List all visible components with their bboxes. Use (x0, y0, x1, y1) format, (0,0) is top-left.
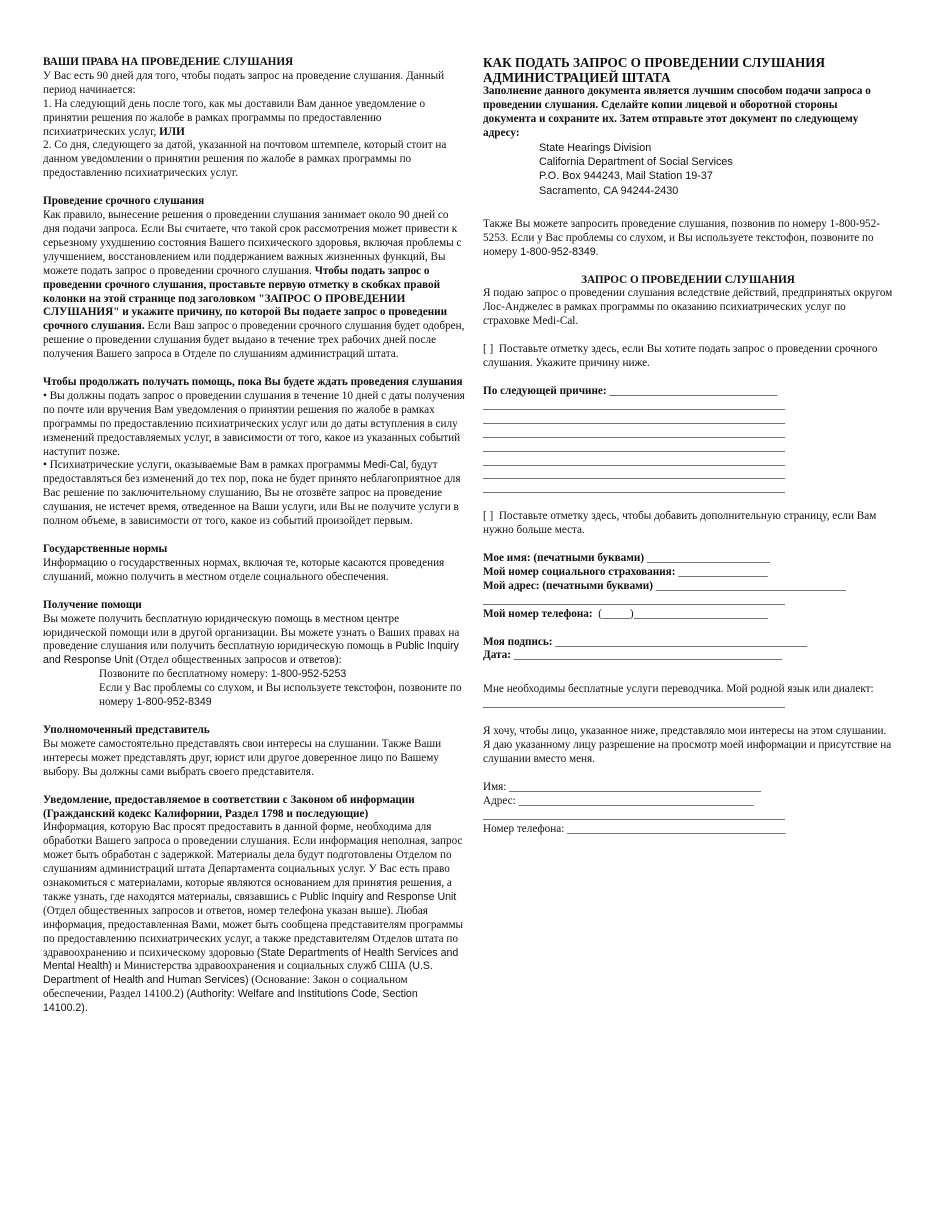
language-field[interactable]: ______________________________________________________ (483, 697, 786, 710)
reason-line[interactable]: ______________________________________________________ (483, 398, 786, 411)
state-regulations-title: Государственные нормы (43, 543, 168, 555)
rep-phone-field[interactable]: _______________________________________ (567, 822, 786, 835)
expedited-title: Проведение срочного слушания (43, 195, 205, 208)
rep-phone-row: Номер телефона: _______________________________________ (483, 822, 786, 835)
interpreter-text: Мне необходимы бесплатные услуги переводчика. Мой родной язык или диалект: ______________________________________________________ (483, 683, 874, 710)
rep-name-row: Имя: _____________________________________________ (483, 780, 761, 793)
reason-row: По следующей причине: ______________________________ (483, 384, 778, 397)
date-field[interactable]: ________________________________________________ (513, 649, 783, 662)
expedited-text: Как правило, вынесение решения о проведении слушания занимает около 90 дней со дня подачи запроса. Если Вы считаете, что такой срок рассмотрения может привести к серьезному ухудшению состояния Вашего психического здоровья, включая проблемы с улучшением, восстановлением или поддержанием важных жизненных функций, Вы можете подать запрос о проведении срочного слушания. Чтобы подать запрос о проведении срочного слушания, проставьте первую отметку в скобках правой колонки на этой странице под заголовком "ЗАПРОС О ПРОВЕДЕНИИ СЛУШАНИЯ" и укажите причину, по которой Вы подаете запрос о проведении срочного слушания. Если Ваш запрос о проведении срочного слушания будет одобрен, решение о проведении слушания будет выдано в течение трех рабочих дней после получения Вашего запроса в Отделе по слушаниям администраций штата. (43, 209, 465, 361)
rights-intro: У Вас есть 90 дней для того, чтобы подать запрос на проведение слушания. Данный период начинается: (43, 69, 445, 96)
ssn-row: Мой номер социального страхования: ________________ (483, 565, 768, 578)
help-tty-line: Если у Вас проблемы со слухом, и Вы используете текстофон, позвоните по номеру 1-800-952-8349 (99, 682, 462, 709)
signature-field[interactable]: _____________________________________________ (555, 635, 808, 648)
right-column (483, 56, 893, 837)
date-row: Дата: ________________________________________________ (483, 649, 783, 662)
request-how-title: КАК ПОДАТЬ ЗАПРОС О ПРОВЕДЕНИИ СЛУШАНИЯ АДМИНИСТРАЦИЕЙ ШТАТА (483, 55, 826, 85)
request-form-text: Я подаю запрос о проведении слушания вследствие действий, предпринятых округом Лос-Анджелес в рамках программы по оказанию психиатрических услуг по страховке Medi-Cal. (483, 287, 893, 328)
request-instructions: Заполнение данного документа является лучшим способом подачи запроса о проведении слушания. Сделайте копии лицевой и оборотной стороны документа и сохраните их. Затем отправьте этот документ по следующему адресу: (483, 85, 871, 139)
rep-name-field[interactable]: _____________________________________________ (509, 780, 761, 793)
my-phone-field[interactable]: (_____)________________________ (598, 607, 768, 620)
authorize-rep-text: Я хочу, чтобы лицо, указанное ниже, представляло мои интересы на этом слушании. Я даю указанному лицу разрешение на просмотр моей информации и присутствие на слушании вместо меня. (483, 725, 892, 765)
address-line-3: P.O. Box 944243, Mail Station 19-37 (539, 170, 713, 183)
continue-aid-title: Чтобы продолжать получать помощь, пока Вы будете ждать проведения слушания (43, 376, 463, 389)
continue-bullet-2: • Психиатрические услуги, оказываемые Вам в рамках программы Medi-Cal, будут предоставляться без изменений до тех пор, пока не будет принято неблагоприятное для Вас решение по заключительному слушанию, Вы не отозвёте запрос на проведение слушания, не истечет время, отведенное на Ваши услуги, или Вы не получите услуги в полном объеме, в зависимости от того, какое из событий произойдет первым. (43, 459, 461, 528)
name-row: Мое имя: (печатными буквами) ______________________ (483, 552, 770, 565)
authorized-rep-title: Уполномоченный представитель (43, 723, 210, 736)
my-address-field[interactable]: __________________________________ (655, 579, 846, 592)
reason-line[interactable]: ______________________________________________________ (483, 440, 786, 453)
rep-address-line-2[interactable]: ______________________________________________________ (483, 808, 786, 821)
reason-line[interactable]: ______________________________________________________ (483, 454, 786, 467)
reason-line[interactable]: ______________________________________________________ (483, 412, 786, 425)
state-regulations-text: Информацию о государственных нормах, включая те, которые касаются проведения слушаний, можно получить в местном отделе социального обеспечения. (43, 556, 445, 583)
expedited-checkbox[interactable]: [ ] (483, 343, 494, 356)
reason-line[interactable]: ______________________________________________________ (483, 426, 786, 439)
address-line-4: Sacramento, CA 94244-2430 (539, 184, 679, 197)
rights-item-2: 2. Со дня, следующего за датой, указанной на почтовом штемпеле, который стоит на данном уведомлении о принятии решения по жалобе в рамках программы по предоставлению психиатрических услуг. (43, 139, 447, 180)
help-phone-line: Позвоните по бесплатному номеру: 1-800-952-5253 (99, 668, 347, 681)
getting-help-title: Получение помощи (43, 598, 142, 611)
rights-title: ВАШИ ПРАВА НА ПРОВЕДЕНИЕ СЛУШАНИЯ (43, 56, 294, 68)
rights-item-1: 1. На следующий день после того, как мы доставили Вам данное уведомление о принятии решения по жалобе в рамках программы по предоставлению психиатрических услуг, ИЛИ (43, 97, 426, 138)
my-address-line-2[interactable]: ______________________________________________________ (483, 593, 786, 606)
getting-help-text: Вы можете получить бесплатную юридическую помощь в местном центре юридической помощи или в другой организации. Вы можете узнать о Ваших правах на проведение слушания или получить бесплатную юридическую помощь в Public Inquiry and Response Unit (Отдел общественных запросов и ответов): (43, 612, 460, 667)
ssn-field[interactable]: ________________ (678, 565, 768, 578)
address-line-2: California Department of Social Services (539, 155, 733, 168)
privacy-notice-title: Уведомление, предоставляемое в соответствии с Законом об информации (Гражданский кодекс Калифорнии, Раздел 1798 и последующие) (43, 793, 415, 820)
authorized-rep-text: Вы можете самостоятельно представлять свои интересы на слушании. Также Ваши интересы может представлять друг, юрист или другое доверенное лицо по Вашему выбору. Вы должны сами выбрать своего представителя. (43, 737, 442, 778)
reason-field[interactable]: ______________________________ (609, 384, 778, 397)
my-phone-row: Мой номер телефона: (_____)________________________ (483, 607, 768, 620)
signature-row: Моя подпись: _____________________________________________ (483, 635, 808, 648)
extra-page-checkbox-row: [ ] Поставьте отметку здесь, чтобы добавить дополнительную страницу, если Вам нужно больше места. (483, 510, 877, 537)
phone-request-text: Также Вы можете запросить проведение слушания, позвонив по номеру 1-800-952-5253. Если у Вас проблемы со слухом, и Вы используете текстофон, позвоните по номеру 1-800-952-8349. (483, 217, 880, 258)
privacy-notice-text: Информация, которую Вас просят предоставить в данной форме, необходима для обработки Вашего запроса о проведении слушания. Если информация неполная, запрос может быть обработан с задержкой. Материалы дела будут подготовлены Отделом по слушаниям администраций штата Департамента социальных услуг. У Вас есть право ознакомиться с материалами, которые являются основанием для принятия решения, а также узнать, где находятся материалы, связавшись с Public Inquiry and Response Unit (Отдел общественных запросов и ответов, номер телефона указан выше). Любая информация, предоставленная Вами, может быть сообщена представителям программы по предоставлению психиатрических услуг, а также представителям Отделов штата по здравоохранению и психическому здоровью (State Departments of Health Services and Mental Health) и Министерства здравоохранения и социальных служб США (U.S. Department of Health and Human Services) (Основание: Закон о социальном обеспечении, Раздел 14100.2) (Authority: Welfare and Institutions Code, Section 14100.2). (43, 821, 464, 1015)
rep-address-row: Адрес: __________________________________________ (483, 794, 754, 807)
request-form-title: ЗАПРОС О ПРОВЕДЕНИИ СЛУШАНИЯ (581, 273, 795, 286)
continue-bullet-1: • Вы должны подать запрос о проведении слушания в течение 10 дней с даты получения по почте или вручения Вам уведомления о принятии решения по жалобе в рамках программы по предоставлению психиатрических услуг или до даты вступления в силу изменений предоставляемых услуг, в зависимости от того, какое из указанных событий наступит позже. (43, 389, 465, 458)
my-address-row: Мой адрес: (печатными буквами) __________________________________ (483, 579, 846, 592)
rep-address-field[interactable]: __________________________________________ (518, 794, 754, 807)
address-line-1: State Hearings Division (539, 141, 652, 154)
name-field[interactable]: ______________________ (646, 552, 770, 565)
left-column (43, 56, 465, 1016)
reason-line[interactable]: ______________________________________________________ (483, 482, 786, 495)
extra-page-checkbox[interactable]: [ ] (483, 510, 494, 523)
expedited-checkbox-row: [ ] Поставьте отметку здесь, если Вы хотите подать запрос о проведении срочного слушания. Укажите причину ниже. (483, 343, 878, 370)
reason-line[interactable]: ______________________________________________________ (483, 468, 786, 481)
